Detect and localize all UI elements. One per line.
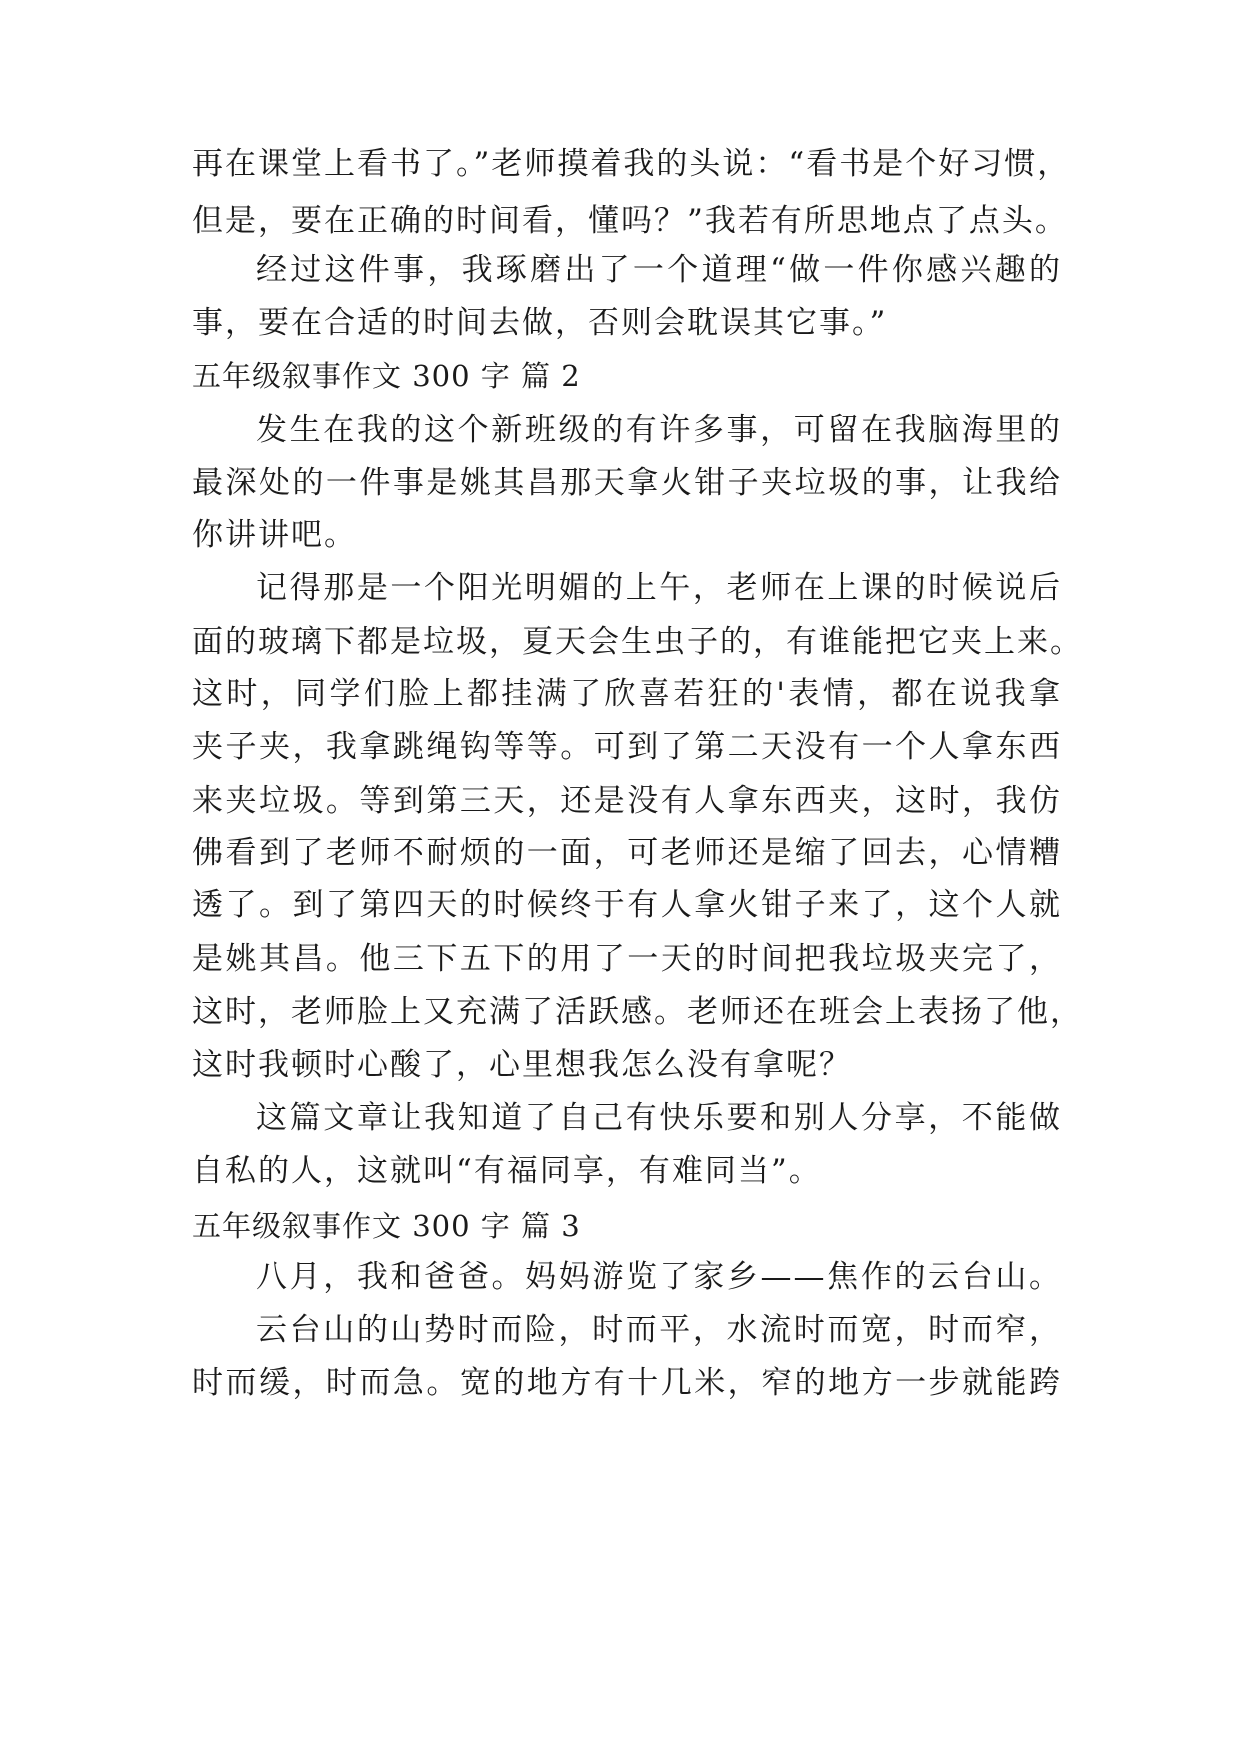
paragraph-line: 最深处的一件事是姚其昌那天拿火钳子夹垃圾的事，让我给 xyxy=(192,465,1062,501)
paragraph-line: 是姚其昌。他三下五下的用了一天的时间把我垃圾夹完了， xyxy=(192,941,1062,977)
paragraph-line: 这时，老师脸上又充满了活跃感。老师还在班会上表扬了他， xyxy=(192,994,1083,1030)
paragraph-line: 发生在我的这个新班级的有许多事，可留在我脑海里的 xyxy=(256,412,1062,448)
paragraph-line: 但是，要在正确的时间看，懂吗？”我若有所思地点了点头。 xyxy=(192,203,1068,239)
paragraph-line: 这篇文章让我知道了自己有快乐要和别人分享，不能做 xyxy=(256,1100,1062,1136)
paragraph-line: 自私的人，这就叫“有福同享，有难同当”。 xyxy=(192,1153,822,1189)
paragraph-line: 佛看到了老师不耐烦的一面，可老师还是缩了回去，心情糟 xyxy=(192,835,1062,871)
paragraph-line: 八月，我和爸爸。妈妈游览了家乡——焦作的云台山。 xyxy=(256,1259,1062,1295)
paragraph-line: 事，要在合适的时间去做，否则会耽误其它事。” xyxy=(192,305,888,341)
section-heading: 五年级叙事作文 300 字 篇 2 xyxy=(192,359,581,393)
paragraph-line: 云台山的山势时而险，时而平，水流时而宽，时而窄， xyxy=(256,1312,1062,1348)
paragraph-line: 来夹垃圾。等到第三天，还是没有人拿东西夹，这时，我仿 xyxy=(192,783,1062,819)
paragraph-line: 时而缓，时而急。宽的地方有十几米，窄的地方一步就能跨 xyxy=(192,1365,1062,1401)
paragraph-line: 你讲讲吧。 xyxy=(192,517,357,553)
paragraph-line: 夹子夹，我拿跳绳钩等等。可到了第二天没有一个人拿东西 xyxy=(192,729,1062,765)
section-heading: 五年级叙事作文 300 字 篇 3 xyxy=(192,1209,581,1243)
paragraph-line: 这时我顿时心酸了，心里想我怎么没有拿呢？ xyxy=(192,1047,852,1083)
paragraph-line: 再在课堂上看书了。”老师摸着我的头说：“看书是个好习惯， xyxy=(192,146,1071,182)
paragraph-line: 记得那是一个阳光明媚的上午，老师在上课的时候说后 xyxy=(256,570,1062,606)
paragraph-line: 透了。到了第四天的时候终于有人拿火钳子来了，这个人就 xyxy=(192,887,1062,923)
paragraph-line: 面的玻璃下都是垃圾，夏天会生虫子的，有谁能把它夹上来。 xyxy=(192,624,1083,660)
paragraph-line: 这时，同学们脸上都挂满了欣喜若狂的'表情，都在说我拿 xyxy=(192,676,1062,712)
paragraph-line: 经过这件事，我琢磨出了一个道理“做一件你感兴趣的 xyxy=(256,252,1062,288)
